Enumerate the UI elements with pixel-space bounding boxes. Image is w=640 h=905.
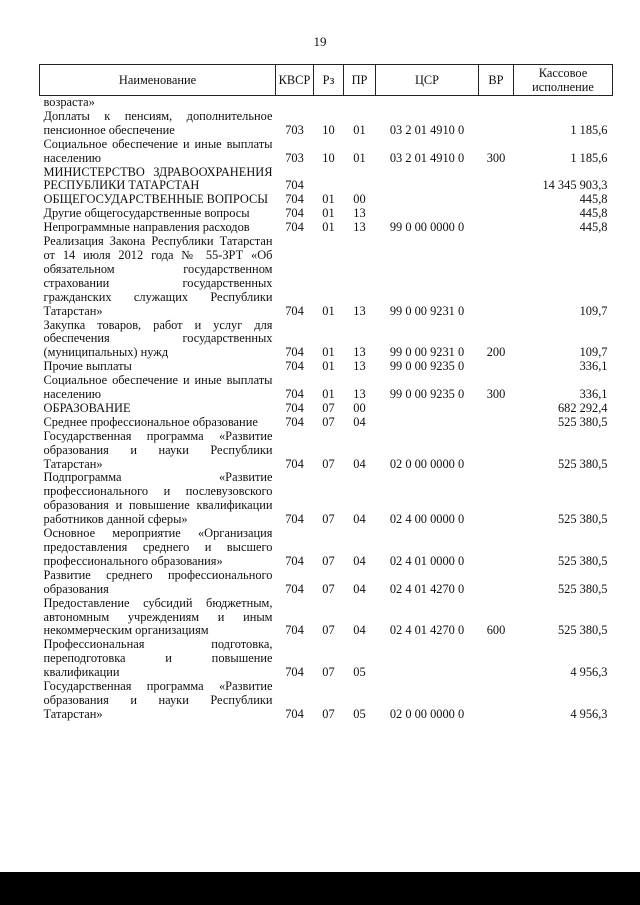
row-vr (479, 193, 514, 207)
row-pr (344, 166, 376, 194)
row-sum: 682 292,4 (557, 400, 608, 415)
row-kvsr: 704 (285, 192, 304, 207)
page-number: 19 (313, 34, 327, 49)
budget-table (39, 64, 613, 722)
row-kvsr: 704 (285, 178, 304, 193)
row-rz (314, 96, 344, 110)
row-rz: 01 (322, 220, 335, 235)
row-kvsr: 703 (285, 122, 304, 137)
row-kvsr: 704 (285, 623, 304, 638)
table-row (40, 221, 613, 235)
row-sum: 4 956,3 (570, 665, 608, 680)
table-header (40, 65, 613, 96)
row-name: ОБЩЕГОСУДАРСТВЕННЫЕ ВОПРОСЫ (43, 192, 269, 207)
row-pr: 05 (353, 665, 366, 680)
row-sum: 109,7 (579, 303, 608, 318)
row-csr: 03 2 01 4910 0 (389, 150, 465, 165)
row-name: Развитие среднего профессионального образования (43, 567, 273, 596)
row-vr (479, 235, 514, 318)
row-kvsr: 704 (285, 553, 304, 568)
row-csr: 99 0 00 9231 0 (389, 303, 465, 318)
row-sum: 1 185,6 (570, 122, 608, 137)
row-csr (376, 166, 479, 194)
header-kvsr: КВСР (276, 65, 314, 96)
row-name: Социальное обеспечение и иные выплаты населению (43, 373, 273, 402)
header-pr: ПР (344, 65, 376, 96)
row-kvsr: 703 (285, 150, 304, 165)
row-rz: 07 (322, 414, 335, 429)
table-row (40, 402, 613, 416)
row-vr (479, 110, 514, 138)
row-csr: 02 0 00 0000 0 (389, 706, 465, 721)
row-name: Другие общегосударственные вопросы (43, 206, 250, 221)
row-name: ОБРАЗОВАНИЕ (43, 400, 131, 415)
row-sum: 525 380,5 (557, 553, 608, 568)
table-row (40, 193, 613, 207)
row-pr: 13 (353, 220, 366, 235)
header-csr: ЦСР (376, 65, 479, 96)
table-row (40, 207, 613, 221)
table-row (40, 638, 613, 680)
row-name: Государственная программа «Развитие образования и науки Республики Татарстан» (43, 679, 273, 721)
row-csr: 03 2 01 4910 0 (389, 122, 465, 137)
row-name: Закупка товаров, работ и услуг для обеспечения государственных (муниципальных) нужд (43, 317, 273, 360)
row-kvsr: 704 (285, 400, 304, 415)
row-sum: 525 380,5 (557, 623, 608, 638)
table-row (40, 360, 613, 374)
row-vr (479, 360, 514, 374)
row-pr: 04 (353, 581, 366, 596)
row-vr: 300 (486, 150, 506, 165)
row-name: Прочие выплаты (43, 359, 132, 374)
row-name: Среднее профессиональное образование (43, 414, 258, 429)
row-vr (479, 166, 514, 194)
row-rz: 01 (322, 387, 335, 402)
row-pr: 00 (353, 192, 366, 207)
row-name: Социальное обеспечение и иные выплаты населению (43, 136, 273, 165)
row-kvsr: 704 (285, 414, 304, 429)
row-csr: 02 4 01 0000 0 (389, 553, 465, 568)
row-vr: 300 (486, 387, 506, 402)
row-pr: 04 (353, 512, 366, 527)
row-vr (479, 569, 514, 597)
row-sum: 445,8 (579, 220, 608, 235)
row-csr (376, 416, 479, 430)
row-pr: 13 (353, 206, 366, 221)
row-kvsr: 704 (285, 665, 304, 680)
row-rz: 07 (322, 400, 335, 415)
row-kvsr: 704 (285, 387, 304, 402)
table-row (40, 569, 613, 597)
row-sum: 14 345 903,3 (542, 178, 608, 193)
row-csr: 02 4 00 0000 0 (389, 512, 465, 527)
row-pr (344, 96, 376, 110)
row-pr: 13 (353, 359, 366, 374)
row-sum: 445,8 (579, 206, 608, 221)
row-rz: 01 (322, 345, 335, 360)
row-csr: 99 0 00 9235 0 (389, 387, 465, 402)
row-csr (376, 207, 479, 221)
row-rz: 07 (322, 623, 335, 638)
row-sum: 336,1 (579, 359, 608, 374)
row-vr (479, 96, 514, 110)
row-vr: 200 (486, 345, 506, 360)
row-rz: 01 (322, 192, 335, 207)
table-body (40, 96, 613, 722)
row-rz: 01 (322, 359, 335, 374)
row-rz: 10 (322, 150, 335, 165)
table-row (40, 374, 613, 402)
row-kvsr: 704 (285, 359, 304, 374)
row-pr: 05 (353, 706, 366, 721)
row-csr (376, 638, 479, 680)
row-vr (479, 416, 514, 430)
row-csr: 02 4 01 4270 0 (389, 581, 465, 596)
row-pr: 04 (353, 414, 366, 429)
table-row (40, 235, 613, 318)
header-rz: Рз (314, 65, 344, 96)
row-pr: 04 (353, 456, 366, 471)
table-row (40, 471, 613, 527)
row-sum: 336,1 (579, 387, 608, 402)
table-row (40, 416, 613, 430)
row-rz: 07 (322, 456, 335, 471)
row-name: Профессиональная подготовка, переподготовка и повышение квалификации (43, 637, 273, 680)
row-rz: 10 (322, 122, 335, 137)
row-kvsr: 704 (285, 303, 304, 318)
row-kvsr (276, 96, 314, 110)
header-vr: ВР (479, 65, 514, 96)
table-row (40, 166, 613, 194)
row-sum: 525 380,5 (557, 456, 608, 471)
row-rz: 01 (322, 206, 335, 221)
row-pr: 13 (353, 387, 366, 402)
row-pr: 00 (353, 400, 366, 415)
row-name: Основное мероприятие «Организация предоставления среднего и высшего профессионального образования» (43, 526, 273, 568)
row-name: Доплаты к пенсиям, дополнительное пенсионное обеспечение (43, 108, 273, 137)
table-row (40, 680, 613, 722)
row-name: Непрограммные направления расходов (43, 220, 250, 235)
row-csr: 99 0 00 9235 0 (389, 359, 465, 374)
header-sum: Кассовое исполнение (514, 65, 613, 96)
row-vr (479, 402, 514, 416)
row-vr (479, 527, 514, 569)
table-row (40, 527, 613, 569)
row-kvsr: 704 (285, 581, 304, 596)
row-csr: 99 0 00 9231 0 (389, 345, 465, 360)
table-row (40, 430, 613, 472)
row-name: Государственная программа «Развитие образования и науки Республики Татарстан» (43, 428, 273, 471)
row-name: Предоставление субсидий бюджетным, автономным учреждениям и иным некоммерческим организациям (43, 595, 273, 638)
row-kvsr: 704 (285, 220, 304, 235)
row-vr: 600 (486, 623, 506, 638)
row-sum (514, 96, 613, 110)
row-pr: 13 (353, 303, 366, 318)
table-row (40, 597, 613, 639)
row-pr: 01 (353, 150, 366, 165)
row-sum: 525 380,5 (557, 581, 608, 596)
row-rz: 07 (322, 706, 335, 721)
row-rz: 07 (322, 665, 335, 680)
row-vr (479, 221, 514, 235)
row-sum: 109,7 (579, 345, 608, 360)
row-kvsr: 704 (285, 706, 304, 721)
row-vr (479, 680, 514, 722)
row-pr: 01 (353, 122, 366, 137)
row-rz: 01 (322, 303, 335, 318)
row-name: Подпрограмма «Развитие профессионального и послевузовского образования и повышение квалификации работников данной сферы» (43, 470, 273, 527)
row-vr (479, 471, 514, 527)
row-rz: 07 (322, 581, 335, 596)
row-sum: 525 380,5 (557, 414, 608, 429)
row-sum: 1 185,6 (570, 150, 608, 165)
row-csr: 99 0 00 0000 0 (389, 220, 465, 235)
row-csr: 02 0 00 0000 0 (389, 456, 465, 471)
row-csr (376, 96, 479, 110)
row-sum: 4 956,3 (570, 706, 608, 721)
row-kvsr: 704 (285, 456, 304, 471)
table-row (40, 110, 613, 138)
row-vr (479, 638, 514, 680)
row-rz: 07 (322, 512, 335, 527)
row-name: возраста» (43, 95, 95, 109)
row-csr (376, 193, 479, 207)
table-row (40, 138, 613, 166)
row-csr: 02 4 01 4270 0 (389, 623, 465, 638)
table-row (40, 96, 613, 110)
row-pr: 13 (353, 345, 366, 360)
row-vr (479, 430, 514, 472)
row-pr: 04 (353, 553, 366, 568)
row-pr: 04 (353, 623, 366, 638)
row-rz (314, 166, 344, 194)
row-kvsr: 704 (285, 345, 304, 360)
row-name: МИНИСТЕРСТВО ЗДРАВООХРАНЕНИЯ РЕСПУБЛИКИ ТАТАРСТАН (43, 164, 273, 193)
row-sum: 525 380,5 (557, 512, 608, 527)
row-vr (479, 207, 514, 221)
row-csr (376, 402, 479, 416)
row-rz: 07 (322, 553, 335, 568)
row-sum: 445,8 (579, 192, 608, 207)
header-name: Наименование (40, 65, 276, 96)
row-kvsr: 704 (285, 206, 304, 221)
row-kvsr: 704 (285, 512, 304, 527)
table-row (40, 319, 613, 361)
row-name: Реализация Закона Республики Татарстан от 14 июля 2012 года № 55-ЗРТ «Об обязательном государственном страховании государственных гражданских служащих Республики Татарстан» (43, 234, 273, 318)
